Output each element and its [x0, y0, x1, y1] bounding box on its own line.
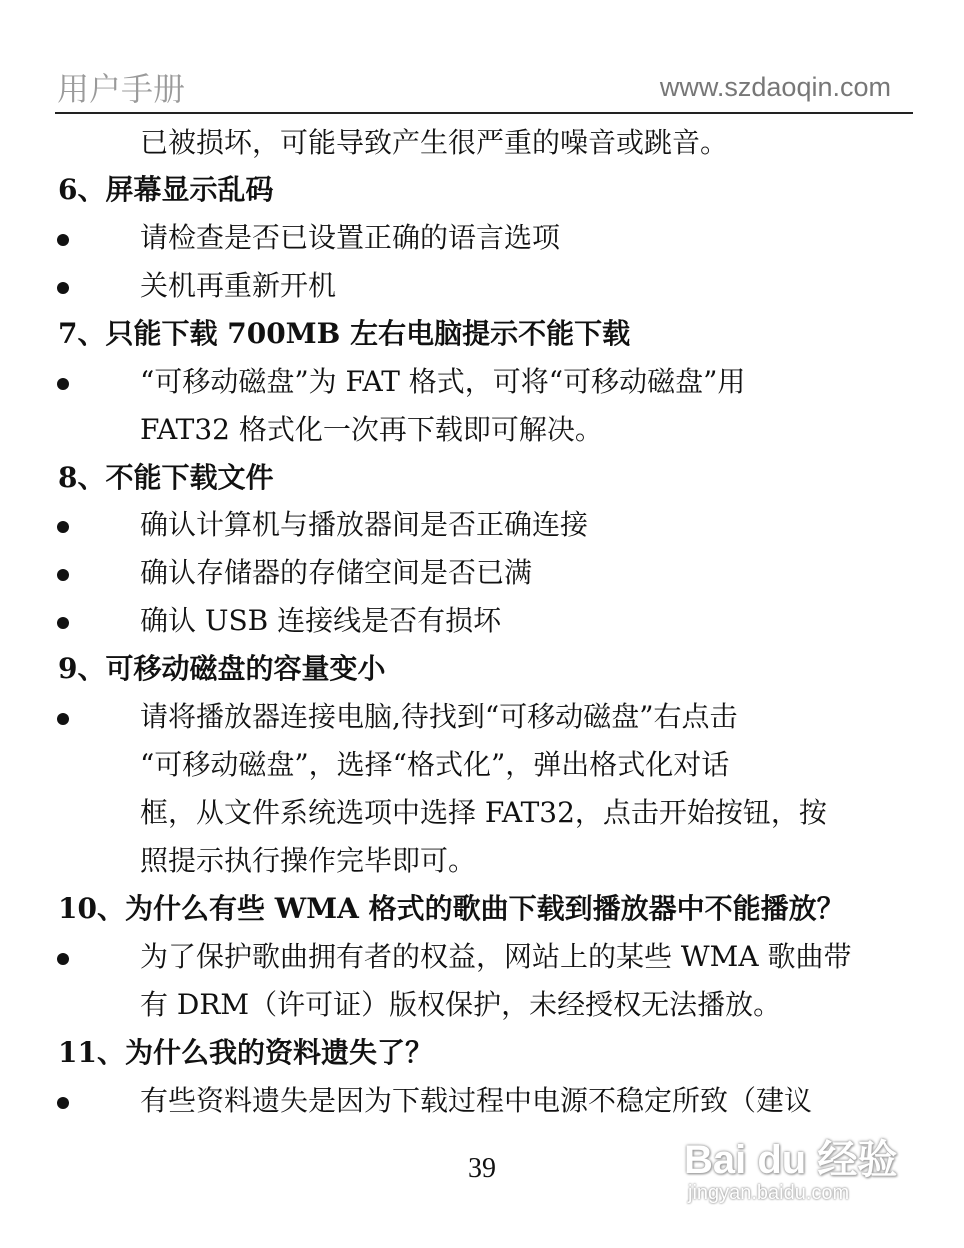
bullet-icon	[57, 617, 69, 629]
list-item-continuation: 照提示执行操作完毕即可。	[140, 844, 477, 877]
section-heading-8: 8、不能下载文件	[58, 461, 274, 494]
section-heading-6: 6、屏幕显示乱码	[58, 173, 274, 206]
list-item: “可移动磁盘”为 FAT 格式，可将“可移动磁盘”用	[140, 365, 746, 398]
baidu-jingyan-watermark	[684, 1128, 904, 1218]
website-url: www.szdaoqin.com	[659, 72, 891, 102]
page-number: 39	[468, 1153, 496, 1184]
list-item: 请将播放器连接电脑,待找到“可移动磁盘”右点击	[140, 700, 738, 733]
bullet-icon	[57, 378, 69, 390]
section-heading-7: 7、只能下载 700MB 左右电脑提示不能下载	[58, 317, 631, 350]
bullet-icon	[57, 569, 69, 581]
list-item-continuation: 有 DRM（许可证）版权保护，未经授权无法播放。	[140, 988, 782, 1021]
bullet-icon	[57, 1097, 69, 1109]
bullet-icon	[57, 713, 69, 725]
section-heading-10: 10、为什么有些 WMA 格式的歌曲下载到播放器中不能播放？	[58, 892, 845, 925]
bullet-icon	[57, 953, 69, 965]
list-item-continuation: 框，从文件系统选项中选择 FAT32，点击开始按钮，按	[140, 796, 827, 829]
manual-title: 用户手册	[57, 70, 186, 108]
list-item: 有些资料遗失是因为下载过程中电源不稳定所致（建议	[140, 1084, 813, 1117]
list-item: 确认存储器的存储空间是否已满	[140, 556, 533, 589]
section-heading-11: 11、为什么我的资料遗失了？	[58, 1036, 433, 1069]
list-item: 确认 USB 连接线是否有损坏	[140, 604, 502, 637]
list-item: 请检查是否已设置正确的语言选项	[140, 221, 561, 254]
bullet-icon	[57, 234, 69, 246]
watermark-url: jingyan.baidu.com	[688, 1182, 850, 1204]
list-item: 确认计算机与播放器间是否正确连接	[140, 508, 589, 541]
continuation-line: 已被损坏，可能导致产生很严重的噪音或跳音。	[140, 126, 729, 159]
bullet-icon	[57, 521, 69, 533]
list-item: 为了保护歌曲拥有者的权益，网站上的某些 WMA 歌曲带	[140, 940, 852, 973]
list-item: 关机再重新开机	[140, 269, 337, 302]
bullet-icon	[57, 282, 69, 294]
section-heading-9: 9、可移动磁盘的容量变小	[58, 652, 386, 685]
watermark-logo-text: Bai du 经验	[684, 1138, 898, 1182]
list-item-continuation: FAT32 格式化一次再下载即可解决。	[140, 413, 603, 446]
list-item-continuation: “可移动磁盘”，选择“格式化”，弹出格式化对话	[140, 748, 730, 781]
